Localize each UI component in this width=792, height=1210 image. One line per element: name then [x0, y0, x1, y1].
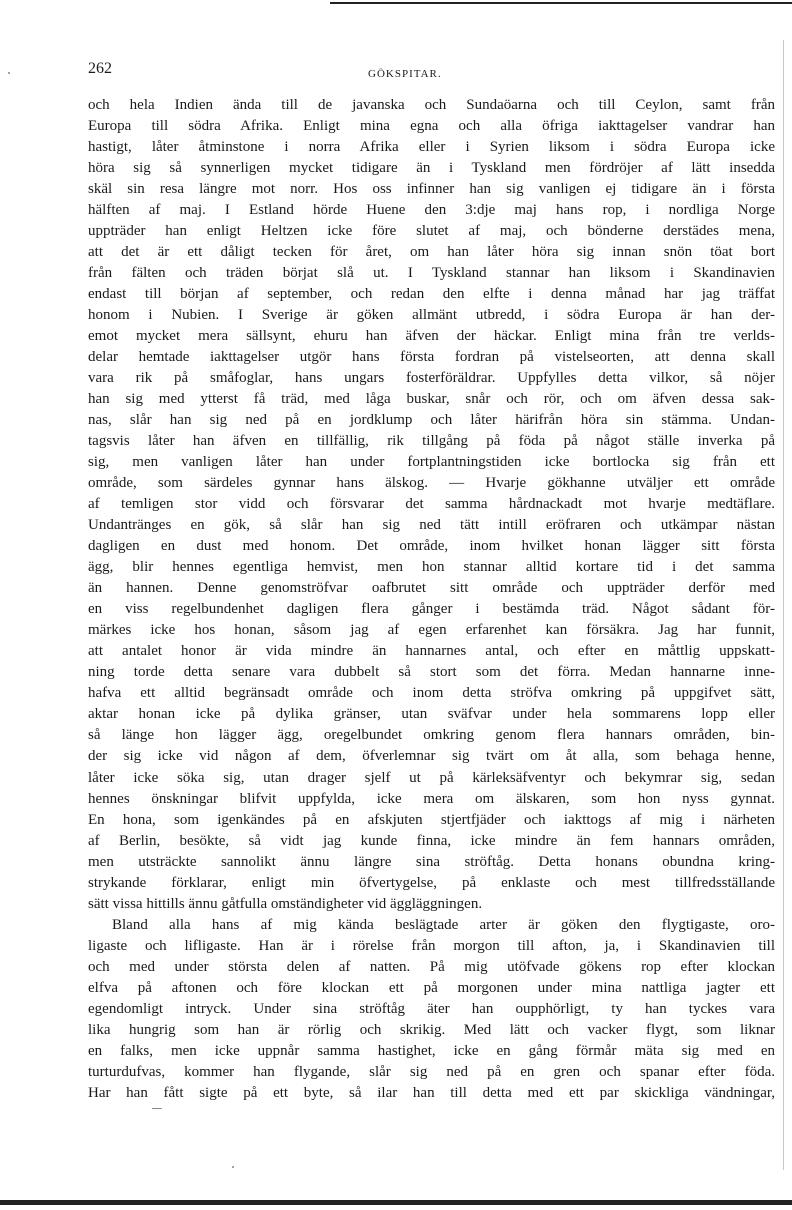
text-line: Europa till södra Afrika. Enligt mina egna och alla öfriga iakttagelser vandrar han: [88, 118, 775, 135]
text-line: dagligen en dust med honom. Det område, inom hvilket honan lägger sitt första: [88, 538, 775, 555]
text-line: egendomligt intryck. Under sina ströftåg äter han oupphörligt, ty han tyckes vara: [88, 1000, 775, 1017]
text-line: låter icke söka sig, utan drager sjelf ut på kärleksäfventyr och bekymrar sig, sedan: [88, 769, 775, 786]
right-margin-rule: [783, 40, 784, 1170]
text-line: men utsträckte sannolikt ännu längre sina ströftåg. Detta honans obundna kring-: [88, 853, 775, 870]
text-line: af Berlin, besökte, så vidt jag kunde finna, icke mindre än fem hannars områden,: [88, 832, 775, 849]
text-line: märkes icke hos honan, såsom jag af egen erfarenhet kan försäkra. Jag har funnit,: [88, 622, 775, 639]
text-line: nas, slår han sig ned på en jordklump och låter härifrån höra sin stämma. Undan-: [88, 412, 775, 429]
text-line: sig, men vanligen låter han under fortplantningstiden icke bortlocka sig från ett: [88, 454, 775, 471]
text-line: område, som särdeles gynnar hans älskog. — Hvarje gökhanne utväljer ett område: [88, 475, 775, 492]
text-line: En hona, som igenkändes på en afskjuten stjertfjäder och iakttogs af mig i närheten: [88, 811, 775, 828]
text-line: emot mycket mera sällsynt, ehuru han äfven der häckar. Enligt mina från tre verlds-: [88, 328, 775, 345]
top-border-rule: [330, 2, 792, 4]
text-line: att det är ett dåligt tecken för året, om han låter höra sig innan snön töat bort: [88, 244, 775, 261]
text-line: hastigt, låter åtminstone i norra Afrika eller i Syrien liksom i södra Europa icke: [88, 139, 775, 156]
text-line: endast till början af september, och redan den elfte i denna månad har jag träffat: [88, 286, 775, 303]
scan-speck: [8, 72, 10, 74]
text-line: sätt vissa hittills ännu gåtfulla omständigheter vid äggläggningen.: [88, 895, 483, 912]
body-text: [88, 95, 775, 1104]
text-line: Har han fått sigte på ett byte, så ilar han till detta med ett par skickliga vändningar,: [88, 1084, 775, 1101]
text-line: hälften af maj. I Estland hörde Huene den 3:dje maj hans rop, i nordliga Norge: [88, 202, 775, 219]
text-line: uppträder han enligt Heltzen icke före slutet af maj, och bönderne derstädes mena,: [88, 223, 775, 240]
text-line: ning torde detta senare vara dubbelt så stort som det förra. Medan hannarne inne-: [88, 664, 775, 681]
text-line: än hannen. Denne genomströfvar oafbrutet sitt område och uppträder derför med: [88, 580, 775, 597]
text-line: att antalet honor är vida mindre än hannarnes antal, och efter en måttlig uppskatt-: [88, 643, 775, 660]
text-line: Undantränges en gök, så slår han sig ned tätt intill eröfraren och utkämpar nästan: [88, 517, 775, 534]
text-line: en falks, men icke uppnår samma hastighet, icke en gång förmår mäta sig med en: [88, 1042, 775, 1059]
text-line: en viss regelbundenhet dagligen flera gånger i bestämda träd. Något sådant för-: [88, 601, 775, 618]
text-line: honom i Nubien. I Sverige är göken allmänt utbredd, i södra Europa är han der-: [88, 307, 775, 324]
text-line: och hela Indien ända till de javanska och Sundaöarna och till Ceylon, samt från: [88, 97, 775, 113]
text-line: skäl sin resa längre mot norr. Hos oss infinner han sig vanligen ej tidigare än i första: [88, 181, 775, 198]
page-number: 262: [88, 60, 112, 77]
paragraph: [88, 95, 775, 915]
text-line: der sig icke vid någon af dem, öfverlemnar sig tvärt om åt alla, som behaga henne,: [88, 748, 775, 765]
text-line: så länge hon lägger ägg, oregelbundet omkring genom flera hannars områden, bin-: [88, 727, 775, 744]
text-line: Bland alla hans af mig kända beslägtade arter är göken den flygtigaste, oro-: [112, 916, 775, 933]
text-line: tagsvis låter han äfven en tillfällig, rik tillgång på föda på något ställe inverka på: [88, 433, 775, 450]
text-line: ägg, blir hennes egentliga hemvist, men hon stannar alltid kortare tid i det samma: [88, 559, 775, 576]
text-line: och med under största delen af natten. På mig utöfvade gökens rop efter klockan: [88, 958, 775, 975]
text-line: lika hungrig som han är rörlig och skrikig. Med lätt och vacker flygt, som liknar: [88, 1021, 775, 1038]
text-line: ligaste och lifligaste. Han är i rörelse från morgon till afton, ja, i Skandinavien till: [88, 937, 775, 954]
scan-speck: [232, 1166, 234, 1168]
text-line: han sig med ytterst få träd, med låga buskar, snår och rör, och om äfven dessa sak-: [88, 391, 775, 408]
text-line: turturdufvas, kommer han flygande, slår sig ned på en gren och spanar efter föda.: [88, 1063, 775, 1080]
bottom-border-rule: [0, 1200, 792, 1205]
running-title: GÖKSPITAR.: [368, 68, 442, 80]
text-line: delar hemtade iakttagelser utgör hans första fordran på vistelseorten, att denna skall: [88, 349, 775, 366]
text-line: elfva på aftonen och före klockan ett på morgonen under mina nattliga jagter ett: [88, 979, 775, 996]
text-line: hennes önskningar blifvit uppfylda, icke mera om älskaren, som hon nyss gynnat.: [88, 790, 775, 807]
text-line: aktar honan icke på dylika gränser, utan sväfvar under hela sommarens lopp eller: [88, 706, 775, 723]
text-line: vara rik på småfoglar, hans ungars fosterföräldrar. Uppfylles detta vilkor, så nöjer: [88, 370, 775, 387]
text-line: hafva ett alltid begränsadt område och inom detta ströfva omkring på uppgifvet sätt,: [88, 685, 775, 702]
text-line: från fälten och träden börjat slå ut. I Tyskland stannar han liksom i Skandinavien: [88, 265, 775, 282]
scan-speck: [152, 1108, 162, 1109]
paragraph: [88, 915, 775, 1104]
text-line: af temligen stor vidd och försvarar det samma hårdnackadt mot hvarje medtäflare.: [88, 496, 775, 513]
text-line: höra sig så synnerligen mycket tidigare än i Tyskland men fördröjer af lätt insedda: [88, 160, 775, 177]
text-line: strykande förklarar, enligt min öfvertygelse, på enklaste och mest tillfredsställande: [88, 874, 775, 891]
